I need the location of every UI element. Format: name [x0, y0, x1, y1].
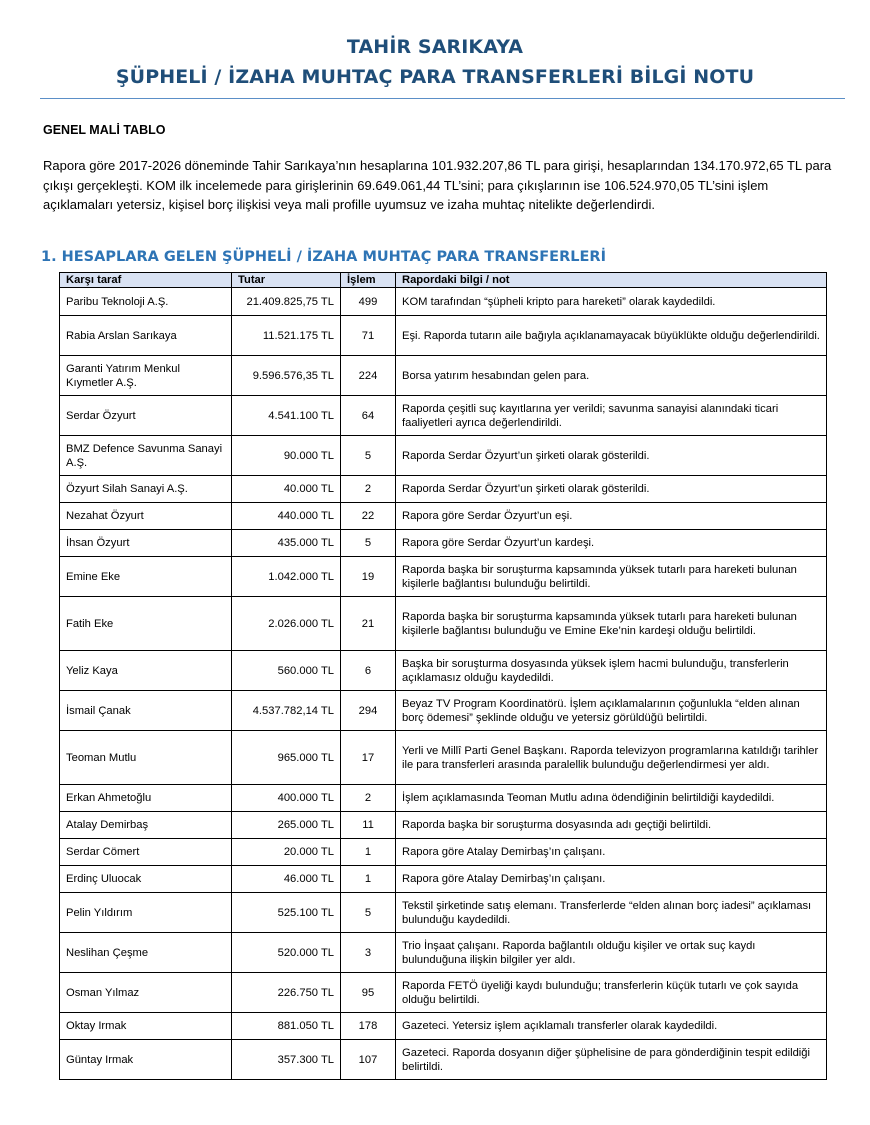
cell-party: Atalay Demirbaş	[60, 812, 232, 839]
cell-party: Osman Yılmaz	[60, 973, 232, 1013]
table-row	[60, 691, 827, 731]
cell-count: 11	[341, 812, 396, 839]
cell-amount: 2.026.000 TL	[232, 597, 341, 651]
cell-party: Erkan Ahmetoğlu	[60, 785, 232, 812]
cell-amount: 400.000 TL	[232, 785, 341, 812]
cell-party: Erdinç Uluocak	[60, 866, 232, 893]
cell-party: Serdar Cömert	[60, 839, 232, 866]
cell-note: Raporda Serdar Özyurt’un şirketi olarak gösterildi.	[396, 476, 827, 503]
cell-note: Borsa yatırım hesabından gelen para.	[396, 356, 827, 396]
cell-note: İşlem açıklamasında Teoman Mutlu adına ödendiğinin belirtildiği kaydedildi.	[396, 785, 827, 812]
section-1-heading: 1. HESAPLARA GELEN ŞÜPHELİ / İZAHA MUHTAÇ PARA TRANSFERLERİ	[41, 249, 606, 265]
cell-count: 5	[341, 893, 396, 933]
table-row	[60, 503, 827, 530]
cell-note: Eşi. Raporda tutarın aile bağıyla açıklanamayacak büyüklükte olduğu değerlendirildi.	[396, 316, 827, 356]
cell-amount: 90.000 TL	[232, 436, 341, 476]
cell-count: 224	[341, 356, 396, 396]
cell-count: 6	[341, 651, 396, 691]
cell-amount: 560.000 TL	[232, 651, 341, 691]
cell-note: Yerli ve Millî Parti Genel Başkanı. Raporda televizyon programlarına katıldığı tarihler ile para transferleri arasında paralellik bulunduğu değerlendirmesi yer aldı.	[396, 731, 827, 785]
cell-count: 17	[341, 731, 396, 785]
cell-count: 2	[341, 785, 396, 812]
cell-count: 107	[341, 1040, 396, 1080]
table-row	[60, 1013, 827, 1040]
cell-count: 21	[341, 597, 396, 651]
cell-party: Neslihan Çeşme	[60, 933, 232, 973]
cell-amount: 40.000 TL	[232, 476, 341, 503]
cell-note: Rapora göre Serdar Özyurt’un kardeşi.	[396, 530, 827, 557]
cell-party: Pelin Yıldırım	[60, 893, 232, 933]
cell-amount: 965.000 TL	[232, 731, 341, 785]
cell-party: Teoman Mutlu	[60, 731, 232, 785]
table-row	[60, 933, 827, 973]
cell-party: Özyurt Silah Sanayi A.Ş.	[60, 476, 232, 503]
general-heading: GENEL MALİ TABLO	[43, 123, 166, 137]
cell-count: 5	[341, 436, 396, 476]
cell-amount: 357.300 TL	[232, 1040, 341, 1080]
table-row	[60, 288, 827, 316]
table-header-row	[60, 273, 827, 288]
table-row	[60, 530, 827, 557]
cell-count: 19	[341, 557, 396, 597]
cell-amount: 9.596.576,35 TL	[232, 356, 341, 396]
cell-party: Fatih Eke	[60, 597, 232, 651]
table-row	[60, 1040, 827, 1080]
cell-note: Tekstil şirketinde satış elemanı. Transferlerde “elden alınan borç iadesi” açıklaması bulunduğu kaydedildi.	[396, 893, 827, 933]
cell-amount: 20.000 TL	[232, 839, 341, 866]
table-row	[60, 597, 827, 651]
column-header-count: İşlem	[341, 273, 396, 288]
cell-count: 95	[341, 973, 396, 1013]
cell-amount: 265.000 TL	[232, 812, 341, 839]
cell-note: Raporda çeşitli suç kayıtlarına yer verildi; savunma sanayisi alanındaki ticari faaliyetleri ayrıca değerlendirildi.	[396, 396, 827, 436]
cell-amount: 226.750 TL	[232, 973, 341, 1013]
table-row	[60, 839, 827, 866]
cell-party: Yeliz Kaya	[60, 651, 232, 691]
cell-count: 71	[341, 316, 396, 356]
cell-note: Rapora göre Serdar Özyurt’un eşi.	[396, 503, 827, 530]
cell-note: Raporda başka bir soruşturma dosyasında adı geçtiği belirtildi.	[396, 812, 827, 839]
table-row	[60, 396, 827, 436]
table-row	[60, 356, 827, 396]
cell-count: 1	[341, 839, 396, 866]
cell-count: 178	[341, 1013, 396, 1040]
cell-party: Rabia Arslan Sarıkaya	[60, 316, 232, 356]
table-row	[60, 651, 827, 691]
cell-count: 64	[341, 396, 396, 436]
table-row	[60, 476, 827, 503]
table-row	[60, 812, 827, 839]
cell-amount: 525.100 TL	[232, 893, 341, 933]
table-row	[60, 785, 827, 812]
cell-note: Rapora göre Atalay Demirbaş’ın çalışanı.	[396, 866, 827, 893]
cell-note: Trio İnşaat çalışanı. Raporda bağlantılı olduğu kişiler ve ortak suç kaydı bulunduğuna ilişkin bilgiler yer aldı.	[396, 933, 827, 973]
cell-note: Raporda başka bir soruşturma kapsamında yüksek tutarlı para hareketi bulunan kişilerle bağlantısı bulunduğu belirtildi.	[396, 557, 827, 597]
cell-party: İsmail Çanak	[60, 691, 232, 731]
table-row	[60, 557, 827, 597]
cell-amount: 520.000 TL	[232, 933, 341, 973]
column-header-note: Rapordaki bilgi / not	[396, 273, 827, 288]
cell-party: Serdar Özyurt	[60, 396, 232, 436]
cell-note: Raporda FETÖ üyeliği kaydı bulunduğu; transferlerin küçük tutarlı ve çok sayıda olduğu belirtildi.	[396, 973, 827, 1013]
cell-amount: 1.042.000 TL	[232, 557, 341, 597]
cell-note: Gazeteci. Raporda dosyanın diğer şüphelisine de para gönderdiğinin tespit edildiği belirtildi.	[396, 1040, 827, 1080]
table-row	[60, 973, 827, 1013]
title-divider	[40, 98, 845, 99]
cell-amount: 21.409.825,75 TL	[232, 288, 341, 316]
transfers-table	[59, 272, 827, 1080]
cell-party: BMZ Defence Savunma Sanayi A.Ş.	[60, 436, 232, 476]
cell-count: 22	[341, 503, 396, 530]
cell-note: Rapora göre Atalay Demirbaş’ın çalışanı.	[396, 839, 827, 866]
column-header-party: Karşı taraf	[60, 273, 232, 288]
cell-party: Güntay Irmak	[60, 1040, 232, 1080]
table-row	[60, 731, 827, 785]
document-title-subject: ŞÜPHELİ / İZAHA MUHTAÇ PARA TRANSFERLERİ BİLGİ NOTU	[115, 66, 755, 88]
cell-note: Gazeteci. Yetersiz işlem açıklamalı transferler olarak kaydedildi.	[396, 1013, 827, 1040]
cell-note: KOM tarafından “şüpheli kripto para hareketi” olarak kaydedildi.	[396, 288, 827, 316]
table-row	[60, 893, 827, 933]
cell-count: 2	[341, 476, 396, 503]
cell-amount: 4.541.100 TL	[232, 396, 341, 436]
cell-party: Nezahat Özyurt	[60, 503, 232, 530]
cell-note: Raporda Serdar Özyurt’un şirketi olarak gösterildi.	[396, 436, 827, 476]
cell-count: 1	[341, 866, 396, 893]
column-header-amount: Tutar	[232, 273, 341, 288]
cell-amount: 46.000 TL	[232, 866, 341, 893]
cell-note: Başka bir soruşturma dosyasında yüksek işlem hacmi bulunduğu, transferlerin açıklamasız olduğu kaydedildi.	[396, 651, 827, 691]
cell-amount: 440.000 TL	[232, 503, 341, 530]
cell-count: 499	[341, 288, 396, 316]
cell-amount: 4.537.782,14 TL	[232, 691, 341, 731]
cell-amount: 435.000 TL	[232, 530, 341, 557]
cell-note: Beyaz TV Program Koordinatörü. İşlem açıklamalarının çoğunlukla “elden alınan borç ödemesi” şeklinde olduğu ve yetersiz görüldüğü belirtildi.	[396, 691, 827, 731]
table-row	[60, 866, 827, 893]
cell-count: 294	[341, 691, 396, 731]
cell-note: Raporda başka bir soruşturma kapsamında yüksek tutarlı para hareketi bulunan kişilerle bağlantısı bulunduğu ve Emine Eke’nin kardeşi olduğu belirtildi.	[396, 597, 827, 651]
cell-count: 3	[341, 933, 396, 973]
cell-party: Oktay Irmak	[60, 1013, 232, 1040]
table-row	[60, 436, 827, 476]
cell-amount: 881.050 TL	[232, 1013, 341, 1040]
general-paragraph: Rapora göre 2017-2026 döneminde Tahir Sarıkaya’nın hesaplarına 101.932.207,86 TL para girişi, hesaplarından 134.170.972,65 TL para çıkışı gerçekleşti. KOM ilk incelemede para girişlerinin 69.649.061,44 TL’sini; para çıkışlarının ise 106.524.970,05 TL’sini işlem açıklamaları yetersiz, kişisel borç ilişkisi veya mali profille uyumsuz ve izaha muhtaç nitelikte değerlendirdi.	[43, 158, 832, 212]
cell-amount: 11.521.175 TL	[232, 316, 341, 356]
table-row	[60, 316, 827, 356]
document-title-name: TAHİR SARIKAYA	[346, 36, 524, 58]
cell-count: 5	[341, 530, 396, 557]
cell-party: Garanti Yatırım Menkul Kıymetler A.Ş.	[60, 356, 232, 396]
cell-party: Paribu Teknoloji A.Ş.	[60, 288, 232, 316]
cell-party: Emine Eke	[60, 557, 232, 597]
cell-party: İhsan Özyurt	[60, 530, 232, 557]
